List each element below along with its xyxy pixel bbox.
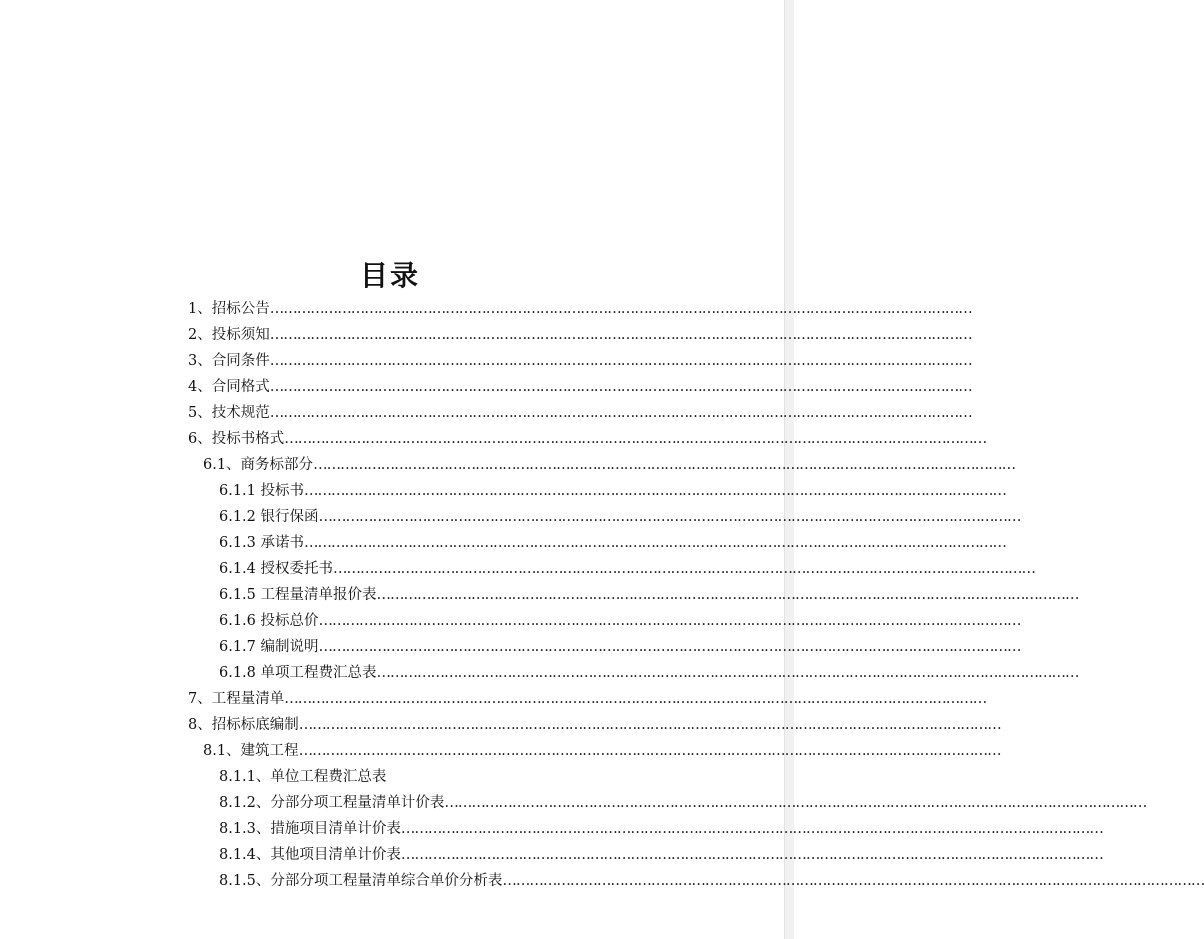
toc-leader-dots: ………………………………………………………………………………………………………………………………………… [400,847,1103,863]
toc-entry-text: 8.1.2、分部分项工程量清单计价表 [219,795,445,811]
toc-entry [219,868,1204,894]
toc-entry [219,816,1103,842]
toc-leader-dots: ………………………………………………………………………………………………………………………………………… [304,535,1007,551]
toc-entry [188,712,1001,738]
toc-entry-text: 8.1、建筑工程 [203,743,299,759]
toc-entry [188,374,972,400]
toc-leader-dots: ………………………………………………………………………………………………………………………………………… [333,561,1036,577]
toc-entry [188,296,972,322]
toc-leader-dots: ………………………………………………………………………………………………………………………………………… [313,457,1016,473]
toc-entry-text: 6.1、商务标部分 [203,457,314,473]
toc-entry-text: 7、工程量清单 [188,691,285,707]
toc-entry [188,322,972,348]
toc-entry [219,478,1007,504]
toc-leader-dots: ………………………………………………………………………………………………………………………………………… [284,691,987,707]
toc-leader-dots: ………………………………………………………………………………………………………………………………………… [269,353,972,369]
toc-entry-text: 2、投标须知 [188,327,270,343]
toc-leader-dots: ………………………………………………………………………………………………………………………………………… [318,613,1021,629]
toc-entry-text: 6.1.3 承诺书 [219,535,305,551]
toc-entry-text: 6.1.2 银行保函 [219,509,319,525]
toc-entry-text: 3、合同条件 [188,353,270,369]
toc-entry [219,790,1147,816]
toc-entry-text: 6.1.1 投标书 [219,483,305,499]
toc-entry [219,608,1021,634]
toc-entry [219,530,1007,556]
toc-entry-text: 8.1.3、措施项目清单计价表 [219,821,401,837]
toc-entry [188,426,987,452]
toc-leader-dots: ………………………………………………………………………………………………………………………………………… [269,327,972,343]
toc-leader-dots: ………………………………………………………………………………………………………………………………………… [502,873,1204,889]
toc-entry-text: 6、投标书格式 [188,431,285,447]
toc-leader-dots: ………………………………………………………………………………………………………………………………………… [376,665,1079,681]
toc-leader-dots: ………………………………………………………………………………………………………………………………………… [376,587,1079,603]
toc-entry [219,634,1021,660]
toc-entry-text: 6.1.8 单项工程费汇总表 [219,665,377,681]
toc-entry-text: 6.1.4 授权委托书 [219,561,334,577]
toc-leader-dots: ………………………………………………………………………………………………………………………………………… [269,405,972,421]
toc-entry [219,582,1079,608]
toc-entry-text: 5、技术规范 [188,405,270,421]
toc-entry-text: 8、招标标底编制 [188,717,299,733]
toc-entry [219,842,1103,868]
toc-entry [203,452,1016,478]
toc-entry [219,504,1021,530]
toc-entry [188,400,972,426]
toc-leader-dots: ………………………………………………………………………………………………………………………………………… [304,483,1007,499]
toc-entry [219,660,1079,686]
toc-leader-dots: ………………………………………………………………………………………………………………………………………… [318,639,1021,655]
toc-entry [203,738,1001,764]
toc-leader-dots: ………………………………………………………………………………………………………………………………………… [444,795,1147,811]
toc-entry-text: 8.1.4、其他项目清单计价表 [219,847,401,863]
toc-leader-dots: ………………………………………………………………………………………………………………………………………… [298,743,1001,759]
toc-entry-text: 4、合同格式 [188,379,270,395]
toc-entry [188,686,987,712]
toc-leader-dots: ………………………………………………………………………………………………………………………………………… [318,509,1021,525]
toc-entry [188,348,972,374]
toc-entry [219,764,580,790]
table-of-contents [0,296,1204,894]
toc-entry-text: 8.1.1、单位工程费汇总表 [219,769,387,785]
toc-leader-dots: ………………………………………………………………………………………………………………………………………… [269,379,972,395]
toc-leader-dots: ………………………………………………………………………………………………………………………………………… [400,821,1103,837]
toc-entry [219,556,1036,582]
toc-entry-text: 6.1.7 编制说明 [219,639,319,655]
toc-entry-text: 1、招标公告 [188,301,270,317]
toc-leader-dots: ………………………………………………………………………………………………………………………………………… [269,301,972,317]
toc-entry-text: 6.1.6 投标总价 [219,613,319,629]
toc-leader-dots: ………………………………………………………………………………………………………………………………………… [284,431,987,447]
toc-leader-dots: ………………………………………………………………………………………………………………………………………… [298,717,1001,733]
toc-entry-text: 6.1.5 工程量清单报价表 [219,587,377,603]
toc-entry-text: 8.1.5、分部分项工程量清单综合单价分析表 [219,873,503,889]
toc-title: 目录 [359,259,420,292]
